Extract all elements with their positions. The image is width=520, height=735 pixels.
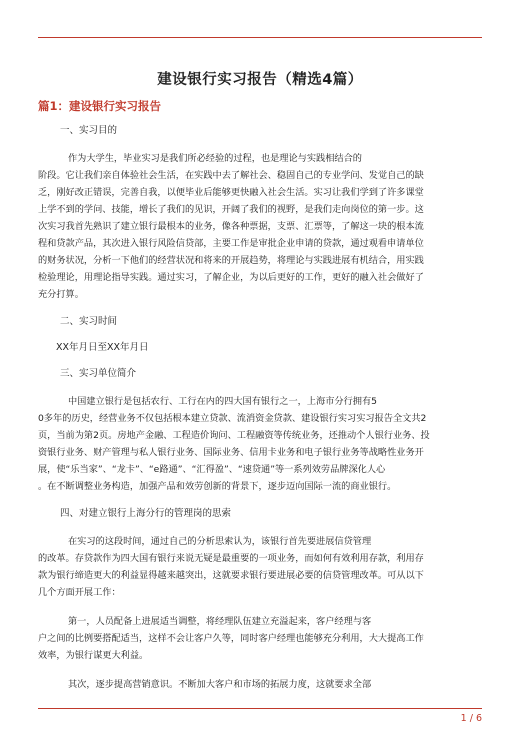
document-title: 建设银行实习报告（精选4篇） xyxy=(157,72,363,88)
text-line: 的财务状况，分析一下他们的经营状况和将来的开展趋势，将理论与实践进展有机结合，用实践 xyxy=(38,255,424,266)
top-rule xyxy=(38,37,482,38)
text-line: 乏，刚好改正错误，完善自我，以便毕业后能够更快融入社会生活。实习让我们学到了许多课堂 xyxy=(38,187,424,198)
text-line: 阶段。它让我们亲自体验社会生活，在实践中去了解社会、稳固自己的专业学问、发觉自己的缺 xyxy=(38,170,424,181)
text-line: 充分打算。 xyxy=(38,289,84,300)
text-line: 页，当前为第2页。房地产金融、工程造价询问、工程融资等传统业务，还推动个人银行业务、投 xyxy=(38,430,430,441)
document-body xyxy=(38,124,482,705)
text-line: 第一，人员配备上进展适当调整，将经理队伍建立充溢起来，客户经理与客 xyxy=(68,616,372,627)
paragraph-time: XX年月日至XX年月日 xyxy=(56,342,149,353)
page-number: 1 / 6 xyxy=(460,713,482,724)
heading-time: 二、实习时间 xyxy=(60,316,118,327)
paragraph-unit xyxy=(38,393,482,495)
paragraph-think-2 xyxy=(38,613,482,664)
section-title: 篇1：建设银行实习报告 xyxy=(38,99,162,113)
text-line: 在实习的这段时间，通过自己的分析思索认为，该银行首先要进展信贷管理 xyxy=(68,536,372,547)
text-line: 检验理论，用理论指导实践。通过实习，了解企业，为以后更好的工作，更好的融入社会做好了 xyxy=(38,272,424,283)
heading-unit: 三、实习单位简介 xyxy=(60,368,137,379)
paragraph-purpose xyxy=(38,150,482,303)
text-line: 资银行业务、财产管理与私人银行业务、国际业务、信用卡业务和电子银行业务等战略性业务开 xyxy=(38,447,424,458)
text-line: 效率，为银行谋更大利益。 xyxy=(38,650,149,661)
paragraph-think-1 xyxy=(38,533,482,601)
text-line: 户之间的比例要搭配适当，这样不会让客户久等，同时客户经理也能够充分利用，大大提高工作 xyxy=(38,633,424,644)
bottom-rule xyxy=(38,708,482,709)
paragraph-think-3 xyxy=(38,676,482,693)
text-line: 展，使“乐当家”、“龙卡”、“e路通”、“汇得盈”、“速贷通”等一系列效劳品牌深化人心 xyxy=(38,464,386,475)
text-line: 的改革。存贷款作为四大国有银行来说无疑是最重要的一项业务，而如何有效利用存款，利用存 xyxy=(38,553,424,564)
text-line: 几个方面开展工作： xyxy=(38,587,121,598)
text-line: 其次，逐步提高营销意识。不断加大客户和市场的拓展力度，这就要求全部 xyxy=(68,679,372,690)
text-line: 。在不断调整业务构造，加强产品和效劳创新的背景下，逐步迈向国际一流的商业银行。 xyxy=(38,481,397,492)
text-line: 程和贷款产品，其次进入银行风险信贷部，主要工作是审批企业申请的贷款，通过观看申请单位 xyxy=(38,238,424,249)
text-line: 款为银行缔造更大的利益显得越来越突出，这就要求银行要进展必要的信贷管理改革。可从以下 xyxy=(38,570,424,581)
text-line: 作为大学生，毕业实习是我们所必经验的过程，也是理论与实践相结合的 xyxy=(68,153,362,164)
text-line: 中国建立银行是包括农行、工行在内的四大国有银行之一，上海市分行拥有5 xyxy=(68,396,378,407)
heading-purpose: 一、实习目的 xyxy=(60,125,118,136)
heading-think: 四、对建立银行上海分行的管理岗的思索 xyxy=(60,508,232,519)
text-line: 0多年的历史，经营业务不仅包括根本建立贷款、流消资金贷款、建设银行实习实习报告全文共2 xyxy=(38,413,427,424)
text-line: 次实习我首先熟识了建立银行最根本的业务，像各种票据，支票、汇票等，了解这一块的根本流 xyxy=(38,221,424,232)
text-line: 上学不到的学问、技能，增长了我们的见识，开阔了我们的视野，是我们走向岗位的第一步。这 xyxy=(38,204,424,215)
